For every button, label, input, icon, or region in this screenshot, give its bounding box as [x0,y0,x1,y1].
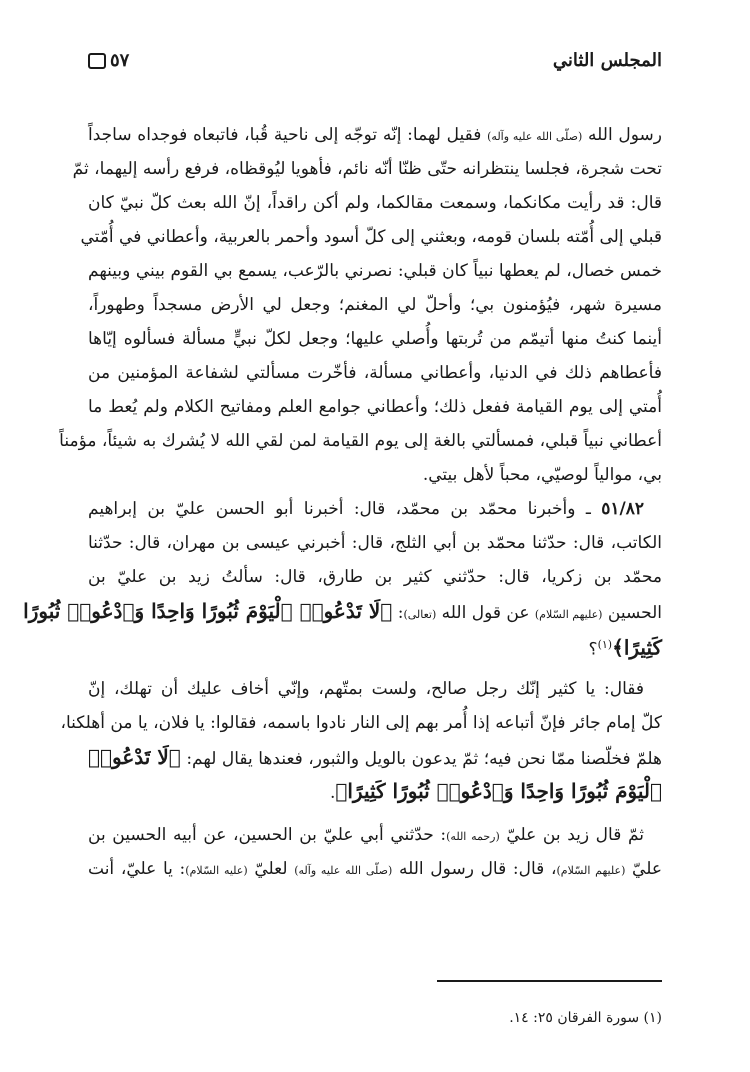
page-number-text: ٥٧ [110,50,130,71]
page-header [88,44,662,80]
text-line: أينما كنتُ منها أتيمّم من تُربتها وأُصلي عليها؛ وجعل لكلّ نبيٍّ مسألة فسألوه إيّاها [88,329,662,349]
text-line: ثمّ قال زيد بن عليّ (رحمه الله): حدّثني أبي عليّ بن الحسين، عن أبيه الحسين بن [88,825,644,845]
footnote-ref: (١) [597,638,613,651]
text-line: محمّد بن زكريا، قال: حدّثني كثير بن طارق، قال: سألتُ زيد بن عليّ بن [88,567,662,587]
footnote-divider [437,980,662,982]
text-line: الكاتب، قال: حدّثنا محمّد بن أبي الثلج، قال: أخبرني عيسى بن مهران، قال: حدّثنا [88,533,662,553]
body-text [23,118,662,886]
text-line: الحسين (عليهم السّلام) عن قول الله (تعالى): ﴿لَا تَدْعُوا۟ ٱلْيَوْمَ ثُبُورًا وَاحِدًا وَٱدْعُوا۟ ثُبُورًا [23,599,662,623]
page-box-icon [88,53,106,69]
hadith-start-line: ٥١/٨٢ ـ وأخبرنا محمّد بن محمّد، قال: أخبرنا أبو الحسن عليّ بن إبراهيم [88,499,644,519]
text-line: قبلي إلى أُمّته بلسان قومه، وبعثني إلى كلّ أسود وأحمر بالعربية، وأعطاني في أُمّتي [80,227,662,247]
text-line: تحت شجرة، فجلسا ينتظرانه حتّى ظنّا أنّه نائم، فأهويا ليُوقظاه، فرفع رأسه إليهما، ثمّ [72,159,662,179]
text-line: مسيرة شهر، فيُؤمنون بي؛ وأحلّ لي المغنم؛ وجعل لي الأرض مسجداً وطهوراً، [88,295,662,315]
section-title: المجلس الثاني [552,50,662,71]
quran-verse: ﴿لَا تَدْعُوا۟ [88,745,181,769]
quran-verse: ﴿لَا تَدْعُوا۟ ٱلْيَوْمَ ثُبُورًا وَاحِدًا وَٱدْعُوا۟ ثُبُورًا [23,599,393,623]
text-line: ٱلْيَوْمَ ثُبُورًا وَاحِدًا وَٱدْعُوا۟ ثُبُورًا كَثِيرًا﴾. [329,779,662,803]
quran-verse: ٱلْيَوْمَ ثُبُورًا وَاحِدًا وَٱدْعُوا۟ ثُبُورًا كَثِيرًا﴾ [335,779,662,803]
text-line: رسول الله (صلّى الله عليه وآله) فقيل لهما: إنّه توجّه إلى ناحية قُبا، فاتبعاه فوجداه ساجداً [88,125,662,145]
footnote: (١) سورة الفرقان ٢٥: ١٤. [509,1010,662,1026]
text-line: كَثِيرًا﴾$^{(١)}$؟ [588,635,662,660]
text-line: خمس خصال، لم يعطها نبياً كان قبلي: نصرني بالرّعب، يسمع بي القوم بيني وبينهم [88,261,662,281]
text-line: قال: قد رأيت مكانكما، وسمعت مقالكما، ولم أكن راقداً، إنّ الله بعث كلّ نبيّ كان [88,193,662,213]
text-line: بي، موالياً لوصيّي، محباً لأهل بيتي. [422,465,662,485]
page-number [88,50,129,71]
text-line: فأعطاهم ذلك في الدنيا، وأعطاني مسألة، فأخّرت مسألتي لشفاعة المؤمنين من [88,363,662,383]
text-line: كلّ إمام جائر فإنّ أتباعه إذا أُمر بهم إلى النار نادوا باسمه، فقالوا: يا فلان، يا من أهلكنا، [60,713,662,733]
text-line: هلمّ فخلّصنا ممّا نحن فيه؛ ثمّ يدعون بالويل والثبور، فعندها يقال لهم: ﴿لَا تَدْعُوا۟ [88,745,662,769]
text-line: عليّ (عليهم السّلام)، قال: قال رسول الله (صلّى الله عليه وآله) لعليّ (عليه السّلام): يا عليّ، أنت [88,859,662,879]
text-line: أعطاني نبياً قبلي، فمسألتي بالغة إلى يوم القيامة لمن لقي الله لا يُشرك به شيئاً، مؤمناً [59,431,662,451]
hadith-number: ٥١/٨٢ [601,499,644,519]
text-line: فقال: يا كثير إنّك رجل صالح، ولست بمتّهم، وإنّي أخاف عليك أن تهلك، إنّ [88,679,644,699]
text-line: أُمتي إلى يوم القيامة ففعل ذلك؛ وأعطاني جوامع العلم ومفاتيح الكلام ولم يُعط ما [88,397,662,417]
quran-verse: كَثِيرًا﴾ [612,635,662,660]
